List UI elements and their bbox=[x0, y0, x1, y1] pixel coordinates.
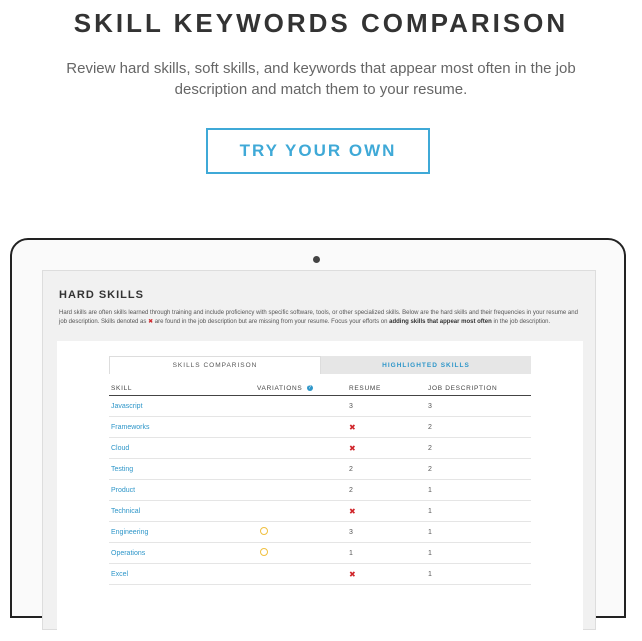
job-count: 3 bbox=[428, 402, 432, 410]
section-title: HARD SKILLS bbox=[59, 289, 144, 301]
missing-x-icon: ✖ bbox=[349, 506, 356, 516]
table-row bbox=[109, 438, 531, 459]
section-description bbox=[59, 309, 583, 326]
resume-count: 2 bbox=[349, 486, 353, 494]
skill-link[interactable]: Excel bbox=[111, 570, 129, 578]
col-variations-label: VARIATIONS bbox=[257, 384, 303, 392]
skill-link[interactable]: Cloud bbox=[111, 444, 130, 452]
skill-link[interactable]: Frameworks bbox=[111, 423, 150, 431]
skill-link[interactable]: Engineering bbox=[111, 528, 149, 536]
table-row bbox=[109, 543, 531, 564]
skills-panel bbox=[57, 341, 583, 641]
missing-x-icon: ✖ bbox=[148, 318, 154, 325]
resume-count: 3 bbox=[349, 528, 353, 536]
col-variations bbox=[257, 385, 349, 392]
table-header bbox=[109, 381, 531, 396]
missing-x-icon: ✖ bbox=[349, 569, 356, 579]
job-count: 2 bbox=[428, 465, 432, 473]
table-row bbox=[109, 396, 531, 417]
tab-skills-comparison[interactable]: SKILLS COMPARISON bbox=[109, 356, 321, 374]
tab-highlighted-skills[interactable]: HIGHLIGHTED SKILLS bbox=[321, 356, 531, 374]
table-row bbox=[109, 480, 531, 501]
table-row bbox=[109, 522, 531, 543]
resume-count: 1 bbox=[349, 549, 353, 557]
col-resume: RESUME bbox=[349, 384, 382, 392]
skill-link[interactable]: Operations bbox=[111, 549, 146, 557]
desc-text-3: in the job description. bbox=[493, 318, 551, 325]
info-icon[interactable]: ? bbox=[308, 384, 312, 391]
table-row bbox=[109, 417, 531, 438]
job-count: 1 bbox=[428, 528, 432, 536]
col-skill: SKILL bbox=[111, 384, 133, 392]
tab-bar bbox=[109, 356, 531, 374]
variation-circle-icon[interactable] bbox=[260, 527, 268, 535]
desc-text-2: are found in the job description but are missing from your resume. Focus your efforts on bbox=[154, 318, 388, 325]
variation-cell bbox=[257, 527, 349, 537]
desc-text-1: Hard skills are often skills learned through training and include proficiency with specific software, tools, or other specialized skills. Below are the hard skills and their frequencies in your resume and job description. Skills denoted as bbox=[59, 310, 578, 325]
job-count: 1 bbox=[428, 549, 432, 557]
try-your-own-button[interactable]: TRY YOUR OWN bbox=[206, 128, 430, 174]
camera-icon bbox=[313, 256, 320, 263]
desc-bold: adding skills that appear most often bbox=[389, 318, 492, 325]
page-title: SKILL KEYWORDS COMPARISON bbox=[73, 8, 569, 38]
job-count: 2 bbox=[428, 423, 432, 431]
missing-x-icon: ✖ bbox=[349, 443, 356, 453]
skill-link[interactable]: Javascript bbox=[111, 402, 143, 410]
job-count: 2 bbox=[428, 444, 432, 452]
skill-link[interactable]: Testing bbox=[111, 465, 134, 473]
laptop-screen bbox=[42, 270, 596, 630]
laptop-frame bbox=[10, 238, 626, 618]
job-count: 1 bbox=[428, 570, 432, 578]
job-count: 1 bbox=[428, 486, 432, 494]
variation-circle-icon[interactable] bbox=[260, 548, 268, 556]
resume-count: 2 bbox=[349, 465, 353, 473]
table-row bbox=[109, 501, 531, 522]
skills-table bbox=[109, 381, 531, 585]
variation-cell bbox=[257, 548, 349, 558]
missing-x-icon: ✖ bbox=[349, 422, 356, 432]
skill-link[interactable]: Product bbox=[111, 486, 136, 494]
table-row bbox=[109, 564, 531, 585]
resume-count: 3 bbox=[349, 402, 353, 410]
table-row bbox=[109, 459, 531, 480]
skill-link[interactable]: Technical bbox=[111, 507, 141, 515]
col-job-description: JOB DESCRIPTION bbox=[428, 384, 498, 392]
page-subtitle: Review hard skills, soft skills, and keywords that appear most often in the job description and match them to your resume. bbox=[66, 60, 576, 98]
job-count: 1 bbox=[428, 507, 432, 515]
